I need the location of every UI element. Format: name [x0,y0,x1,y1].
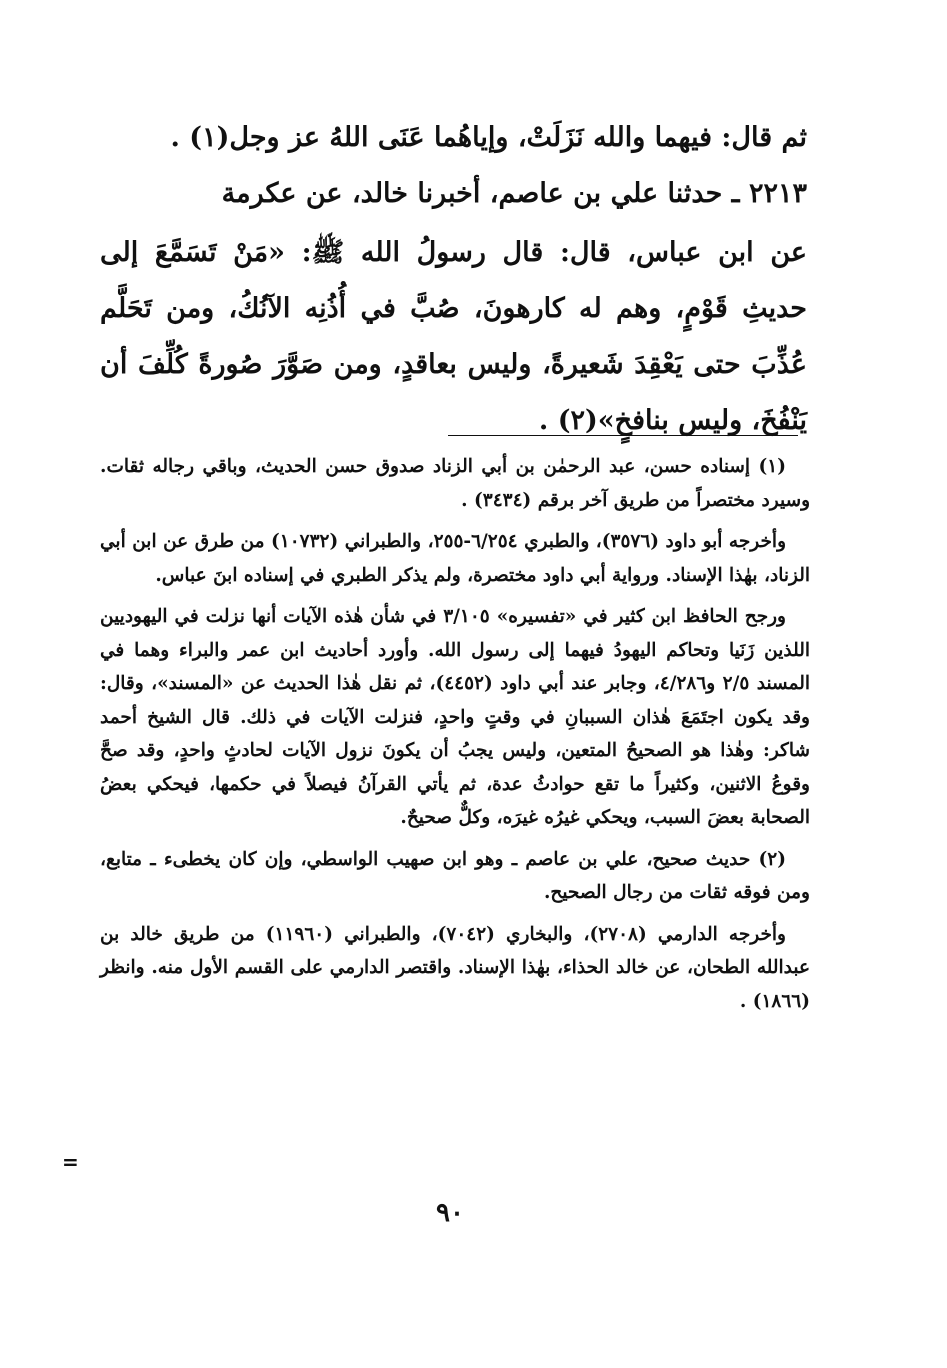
continuation-mark: = [62,1150,79,1174]
footnote-separator [448,435,798,436]
page-number: ٩٠ [436,1198,464,1228]
text-line-1: ثم قال: فيهما والله نَزَلَتْ، وإياهُما عَنَى اللهُ عز وجل(١) . [170,122,807,153]
footnotes [100,450,810,1026]
hadith-number-line: ٢٢١٣ ـ حدثنا علي بن عاصم، أخبرنا خالد، عن عكرمة [221,178,807,209]
footnote-1-commentary: ورجح الحافظ ابن كثير في «تفسيره» ٣/١٠٥ في شأن هٰذه الآيات أنها نزلت في اليهوديين اللذين زَنَيا وتحاكم اليهودُ فيهما إلى رسول الله. وأورد أحاديث ابن عمر والبراء وهما في المسند ٢/٥ و٤/٢٨٦، وجابر عند أبي داود (٤٤٥٢)، ثم نقل هٰذا الحديث عن «المسند»، وقال: وقد يكون اجتَمَعَ هٰذان السببانِ في وقتٍ واحدٍ، فنزلت الآيات في ذلك. قال الشيخ أحمد شاكر: وهٰذا هو الصحيحُ المتعين، وليس يجبُ أن يكونَ نزول الآيات لحادثٍ واحدٍ، وقد صحَّ وقوعُ الاثنين، وكثيراً ما تقع حوادثُ عدة، ثم يأتي القرآنُ فيصلاً في حكمها، فيحكي بعضُ الصحابة بعضَ السبب، ويحكي غيرُه غيرَه، وكلٌّ صحيحٌ. [100,606,811,828]
footnote-2-takhrij: وأخرجه الدارمي (٢٧٠٨)، والبخاري (٧٠٤٢)، والطبراني (١١٩٦٠) من طريق خالد بن عبدالله الطحان، عن خالد الحذاء، بهٰذا الإسناد. واقتصر الدارمي على القسم الأول منه. وانظر (١٨٦٦) . [100,923,810,1012]
footnote-2: (٢) حديث صحيح، علي بن عاصم ـ وهو ابن صهيب الواسطي، وإن كان يخطىء ـ متابع، ومن فوقه ثقات من رجال الصحيح. [100,848,810,903]
footnote-1: (١) إسناده حسن، عبد الرحمٰن بن أبي الزناد صدوق حسن الحديث، وباقي رجاله ثقات. وسيرد مختصراً من طريق آخر برقم (٣٤٣٤) . [100,456,810,511]
footnote-1-takhrij: وأخرجه أبو داود (٣٥٧٦)، والطبري ٦/٢٥٤-٢٥٥، والطبراني (١٠٧٣٢) من طرق عن ابن أبي الزناد، بهٰذا الإسناد. ورواية أبي داود مختصرة، ولم يذكر الطبري في إسناده ابنَ عباس. [100,531,810,586]
hadith-text: عن ابن عباس، قال: قال رسولُ الله ﷺ: «مَنْ تَسَمَّعَ إلى حديثِ قَوْمٍ، وهم له كارهونَ، صُبَّ في أُذُنِه الآنُكُ، ومن تَحَلَّم عُذِّبَ حتى يَعْقِدَ شَعيرةً، وليس بعاقدٍ، ومن صَوَّرَ صُورةً كُلِّفَ أن يَنْفُخَ، وليس بنافخٍ»(٢) . [100,237,808,436]
